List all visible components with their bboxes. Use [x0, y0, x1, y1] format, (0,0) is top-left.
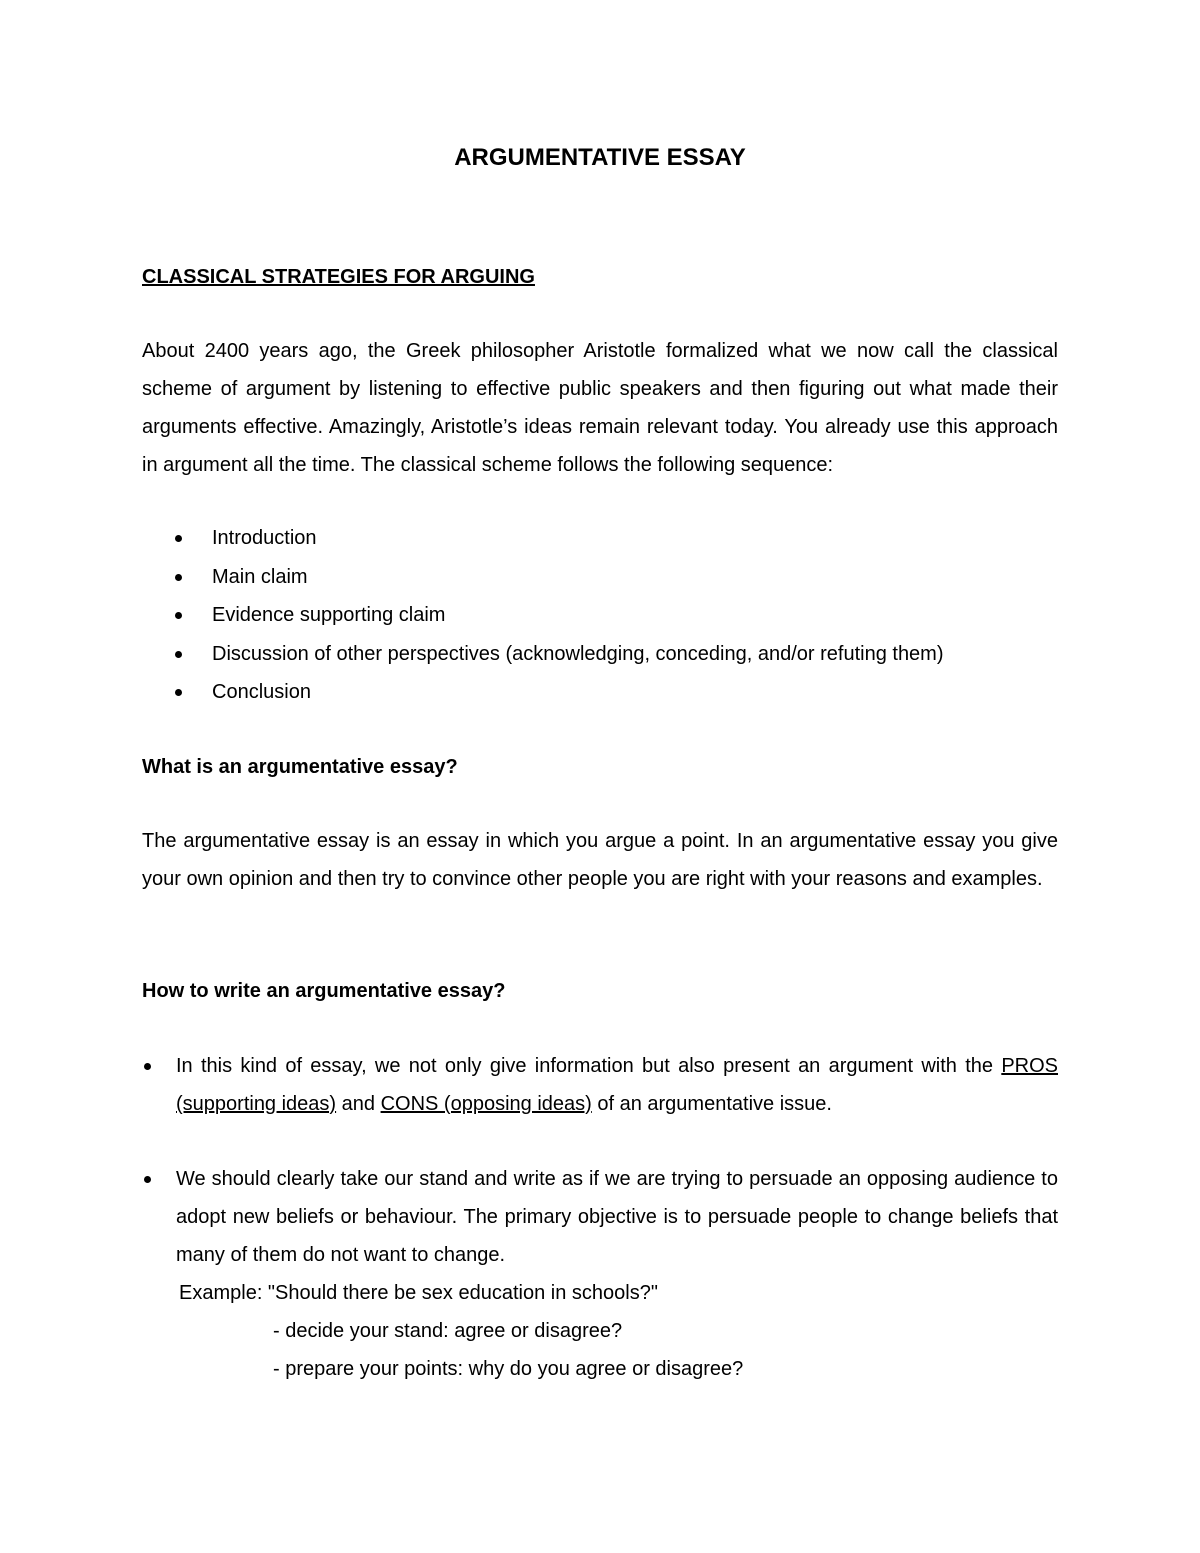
bullet-icon — [175, 574, 182, 581]
pros-text: PROS (supporting ideas) — [176, 1055, 1058, 1115]
list-item: Discussion of other perspectives (acknowledging, conceding, and/or refuting them) — [142, 635, 944, 674]
list-item: Main claim — [142, 558, 944, 597]
cons-text: CONS (opposing ideas) — [380, 1093, 592, 1115]
bullet-icon — [144, 1176, 151, 1183]
section-heading-how-to-write: How to write an argumentative essay? — [142, 980, 506, 1002]
example-line: Example: "Should there be sex education in schools?" — [179, 1282, 658, 1304]
list-item: Conclusion — [142, 673, 944, 712]
bullet-icon — [175, 651, 182, 658]
bullet-icon — [175, 689, 182, 696]
list-item: Introduction — [142, 519, 944, 558]
paragraph-definition: The argumentative essay is an essay in which you argue a point. In an argumentative essay you give your own opinion and then try to convince other people you are right with your reasons and examples. — [142, 830, 1058, 890]
example-step: - prepare your points: why do you agree or disagree? — [273, 1358, 744, 1380]
list-item-stand: We should clearly take our stand and write as if we are trying to persuade an opposing audience to adopt new beliefs or behaviour. The primary objective is to persuade people to change beliefs that many of them do not want to change. Example: "Should there be sex education in schools?" - decide your stand: agree or disagree? - prepare your points: why do you agree or disagree? — [142, 1160, 1058, 1388]
list-item-pros-cons: In this kind of essay, we not only give information but also present an argument with the PROS (supporting ideas) and CONS (opposing ideas) of an argumentative issue. — [142, 1047, 1058, 1123]
bullet-icon — [175, 612, 182, 619]
list-item: Evidence supporting claim — [142, 596, 944, 635]
section-heading-classical-strategies: CLASSICAL STRATEGIES FOR ARGUING — [142, 266, 535, 288]
bullet-icon — [175, 535, 182, 542]
how-to-list — [142, 1047, 1058, 1388]
document-title: ARGUMENTATIVE ESSAY — [454, 144, 746, 171]
example-step: - decide your stand: agree or disagree? — [273, 1320, 623, 1342]
classical-sequence-list — [142, 519, 944, 712]
section-heading-what-is: What is an argumentative essay? — [142, 756, 458, 778]
bullet-icon — [144, 1063, 151, 1070]
paragraph-aristotle: About 2400 years ago, the Greek philosopher Aristotle formalized what we now call the classical scheme of argument by listening to effective public speakers and then figuring out what made their arguments effective. Amazingly, Aristotle’s ideas remain relevant today. You already use this approach in argument all the time. The classical scheme follows the following sequence: — [142, 340, 1058, 476]
